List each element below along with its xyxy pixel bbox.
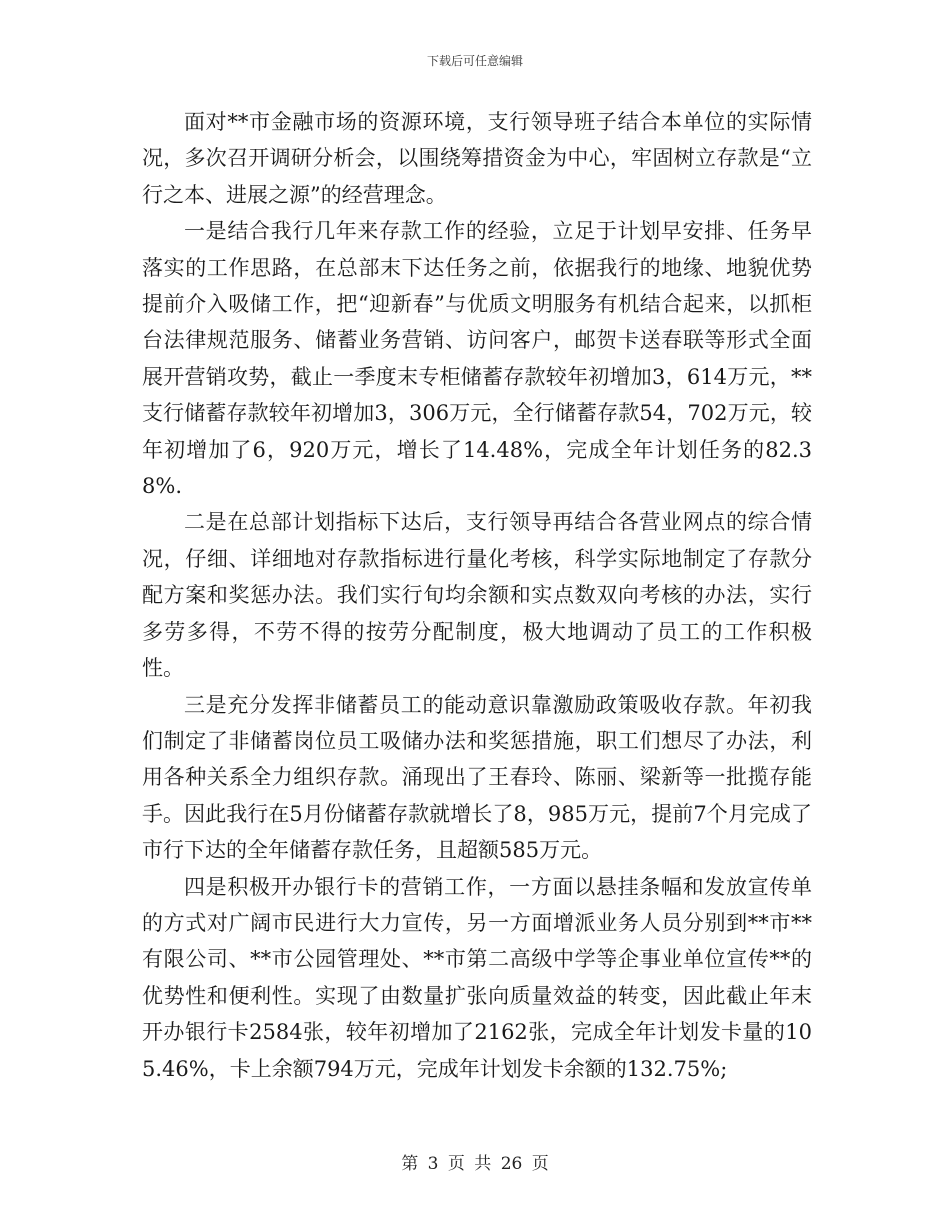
paragraph-point-4: 四是积极开办银行卡的营销工作，一方面以悬挂条幅和发放宣传单的方式对广阔市民进行大力宣传，另一方面增派业务人员分别到**市**有限公司、**市公园管理处、**市第二高级中学等企事业单位宣传**的优势性和便利性。实现了由数量扩张向质量效益的转变，因此截止年末开办银行卡2584张，较年初增加了2162张，完成全年计划发卡量的105.46%，卡上余额794万元，完成年计划发卡余额的132.75%;: [142, 874, 812, 1081]
paragraph-intro: 面对**市金融市场的资源环境，支行领导班子结合本单位的实际情况，多次召开调研分析会，以围绕筹措资金为中心，牢固树立存款是“立行之本、进展之源”的经营理念。: [142, 110, 812, 207]
page-number-footer: 第 3 页 共 26 页: [401, 1154, 549, 1174]
page-header: 下载后可任意编辑: [426, 54, 523, 68]
paragraph-point-1: 一是结合我行几年来存款工作的经验，立足于计划早安排、任务早落实的工作思路，在总部末下达任务之前，依据我行的地缘、地貌优势提前介入吸储工作，把“迎新春”与优质文明服务有机结合起来，以抓柜台法律规范服务、储蓄业务营销、访问客户，邮贺卡送春联等形式全面展开营销攻势，截止一季度末专柜储蓄存款较年初增加3，614万元，**支行储蓄存款较年初增加3，306万元，全行储蓄存款54，702万元，较年初增加了6，920万元，增长了14.48%，完成全年计划任务的82.38%.: [142, 219, 812, 499]
paragraph-point-2: 二是在总部计划指标下达后，支行领导再结合各营业网点的综合情况，仔细、详细地对存款指标进行量化考核，科学实际地制定了存款分配方案和奖惩办法。我们实行旬均余额和实点数双向考核的办法，实行多劳多得，不劳不得的按劳分配制度，极大地调动了员工的工作积极性。: [142, 510, 812, 681]
document-body: [142, 104, 812, 1087]
paragraph-point-3: 三是充分发挥非储蓄员工的能动意识靠激励政策吸收存款。年初我们制定了非储蓄岗位员工吸储办法和奖惩措施，职工们想尽了办法，利用各种关系全力组织存款。涌现出了王春玲、陈丽、梁新等一批揽存能手。因此我行在5月份储蓄存款就增长了8，985万元，提前7个月完成了市行下达的全年储蓄存款任务，且超额585万元。: [142, 692, 812, 863]
